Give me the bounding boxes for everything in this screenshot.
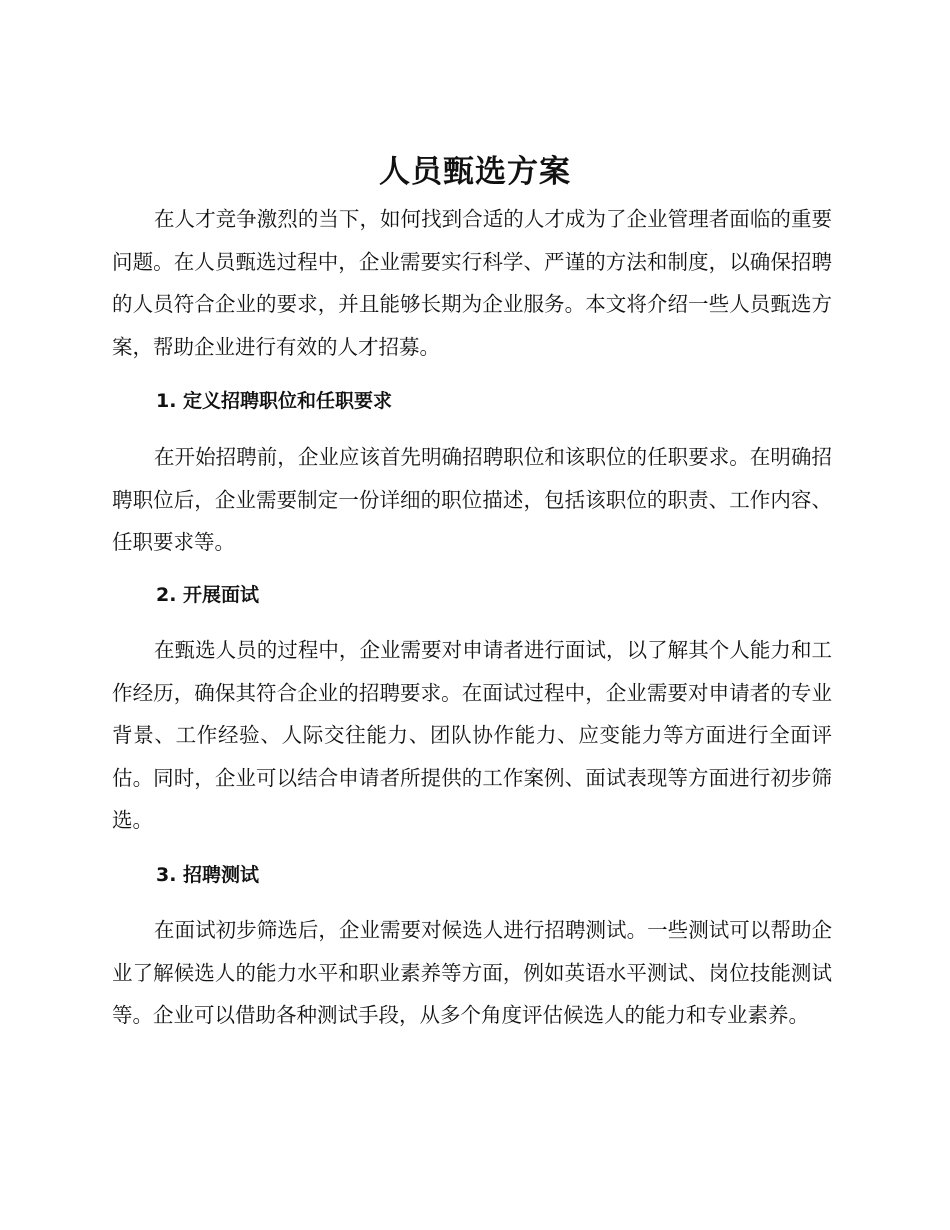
section-heading-3: 3. 招聘测试 bbox=[156, 864, 260, 886]
section-paragraph-1: 在开始招聘前，企业应该首先明确招聘职位和该职位的任职要求。在明确招聘职位后，企业需要制定一份详细的职位描述，包括该职位的职责、工作内容、任职要求等。 bbox=[112, 445, 832, 555]
section-heading-2: 2. 开展面试 bbox=[156, 584, 260, 606]
intro-paragraph: 在人才竞争激烈的当下，如何找到合适的人才成为了企业管理者面临的重要问题。在人员甄选过程中，企业需要实行科学、严谨的方法和制度，以确保招聘的人员符合企业的要求，并且能够长期为企业服务。本文将介绍一些人员甄选方案，帮助企业进行有效的人才招募。 bbox=[112, 207, 832, 359]
document-title: 人员甄选方案 bbox=[379, 154, 571, 190]
section-paragraph-2: 在甄选人员的过程中，企业需要对申请者进行面试，以了解其个人能力和工作经历，确保其符合企业的招聘要求。在面试过程中，企业需要对申请者的专业背景、工作经验、人际交往能力、团队协作能力、应变能力等方面进行全面评估。同时，企业可以结合申请者所提供的工作案例、面试表现等方面进行初步筛选。 bbox=[112, 638, 832, 833]
section-paragraph-3: 在面试初步筛选后，企业需要对候选人进行招聘测试。一些测试可以帮助企业了解候选人的能力水平和职业素养等方面，例如英语水平测试、岗位技能测试等。企业可以借助各种测试手段，从多个角度评估候选人的能力和专业素养。 bbox=[112, 918, 832, 1028]
section-heading-1: 1. 定义招聘职位和任职要求 bbox=[156, 390, 393, 412]
